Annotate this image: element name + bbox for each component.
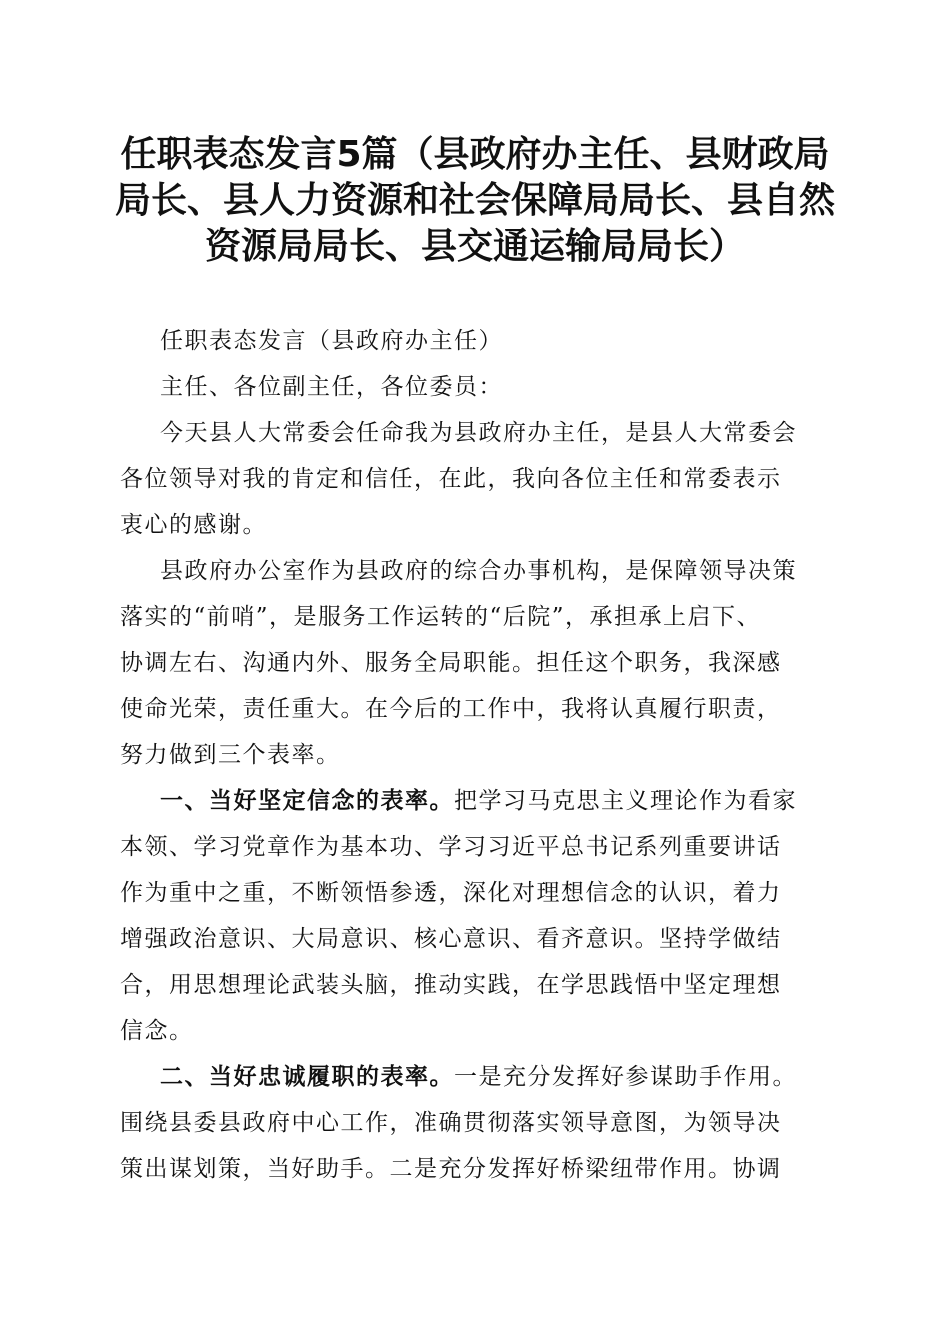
text-line: 本领、学习党章作为基本功、学习习近平总书记系列重要讲话: [120, 834, 782, 860]
text-line: 县政府办公室作为县政府的综合办事机构，是保障领导决策: [160, 558, 797, 584]
text-line: 合，用思想理论武装头脑，推动实践，在学思践悟中坚定理想: [120, 972, 782, 998]
text-line: 增强政治意识、大局意识、核心意识、看齐意识。坚持学做结: [120, 926, 782, 952]
text-line: 二、当好忠诚履职的表率。一是充分发挥好参谋助手作用。: [160, 1064, 797, 1090]
text-line: 各位领导对我的肯定和信任，在此，我向各位主任和常委表示: [120, 466, 782, 492]
text-line: 衷心的感谢。: [120, 512, 267, 538]
document-body: [120, 318, 840, 1192]
text-line: 策出谋划策，当好助手。二是充分发挥好桥梁纽带作用。协调: [120, 1156, 782, 1182]
text-line: 一、当好坚定信念的表率。把学习马克思主义理论作为看家: [160, 788, 797, 814]
text-line: 信念。: [120, 1018, 194, 1044]
title-line: 资源局局长、县交通运输局局长）: [204, 226, 745, 267]
paragraph-appointment: [120, 410, 840, 548]
text-line: 协调左右、沟通内外、服务全局职能。担任这个职务，我深感: [120, 650, 782, 676]
paragraph-office-role: [120, 548, 840, 778]
point-heading: 一、当好坚定信念的表率。: [160, 788, 454, 814]
point-heading: 二、当好忠诚履职的表率。: [160, 1064, 454, 1090]
title-line: 任职表态发言5篇（县政府办主任、县财政局: [120, 134, 830, 175]
text-line: 围绕县委县政府中心工作，准确贯彻落实领导意图，为领导决: [120, 1110, 782, 1136]
speech-subtitle: 任职表态发言（县政府办主任）: [160, 328, 503, 354]
title-line: 局长、县人力资源和社会保障局局长、县自然: [114, 180, 835, 221]
paragraph-point-one: [120, 778, 840, 1054]
text-line: 落实的“前哨”，是服务工作运转的“后院”，承担承上启下、: [120, 604, 762, 630]
salutation: 主任、各位副主任，各位委员：: [160, 374, 503, 400]
text-line: 努力做到三个表率。: [120, 742, 341, 768]
text-line: 使命光荣，责任重大。在今后的工作中，我将认真履行职责，: [120, 696, 782, 722]
paragraph-point-two: [120, 1054, 840, 1192]
text-line: 今天县人大常委会任命我为县政府办主任，是县人大常委会: [160, 420, 797, 446]
text-line: 作为重中之重，不断领悟参透，深化对理想信念的认识，着力: [120, 880, 782, 906]
document-title: [110, 132, 840, 270]
